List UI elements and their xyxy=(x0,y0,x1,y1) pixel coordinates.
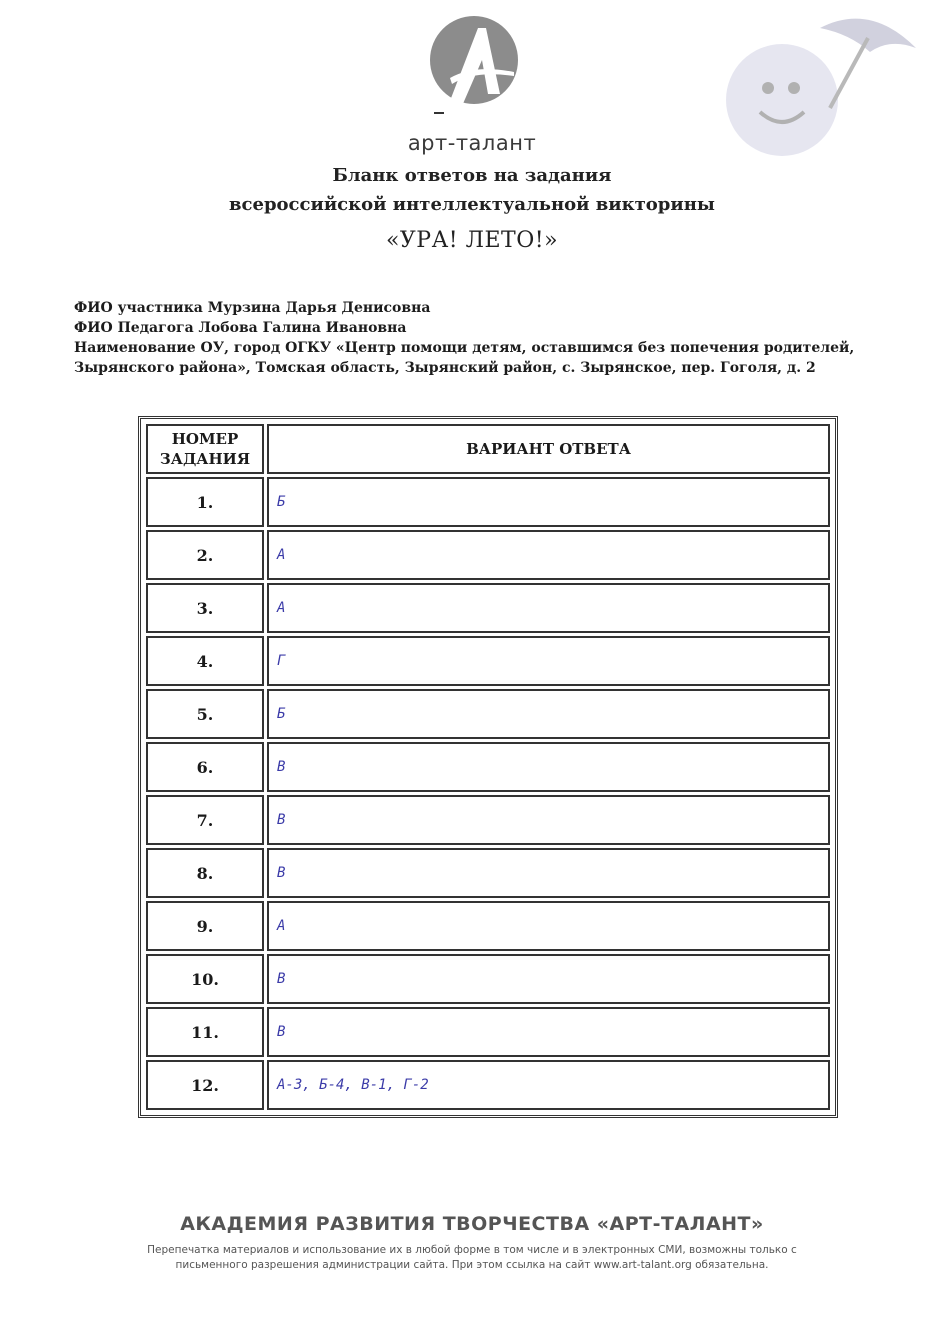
form-title: Бланк ответов на задания xyxy=(332,165,612,186)
table-row xyxy=(146,848,830,898)
task-number: 4. xyxy=(146,636,264,686)
table-row xyxy=(146,795,830,845)
table-row xyxy=(146,689,830,739)
table-row xyxy=(146,583,830,633)
table-header-row xyxy=(146,424,830,474)
header-answer-option: ВАРИАНТ ОТВЕТА xyxy=(267,424,830,474)
answer-cell: А xyxy=(267,901,830,951)
task-number: 9. xyxy=(146,901,264,951)
school-name-line1: Наименование ОУ, город ОГКУ «Центр помощи детям, оставшимся без попечения родителей, xyxy=(74,340,855,356)
answer-cell: В xyxy=(267,954,830,1004)
answers-table xyxy=(138,416,838,1118)
table-row xyxy=(146,1060,830,1110)
answer-cell: А-3, Б-4, В-1, Г-2 xyxy=(267,1060,830,1110)
participant-name: ФИО участника Мурзина Дарья Денисовна xyxy=(74,300,431,316)
school-name-line2: Зырянского района», Томская область, Зырянский район, с. Зырянское, пер. Гоголя, д. 2 xyxy=(74,360,816,376)
form-subtitle: всероссийской интеллектуальной викторины xyxy=(229,194,715,215)
task-number: 5. xyxy=(146,689,264,739)
footer-note-line2: письменного разрешения администрации сайта. При этом ссылка на сайт www.art-talant.org обязательна. xyxy=(175,1259,769,1271)
answer-cell: В xyxy=(267,1007,830,1057)
art-talant-logo-icon xyxy=(428,14,520,124)
task-number: 10. xyxy=(146,954,264,1004)
task-number: 7. xyxy=(146,795,264,845)
answer-cell: А xyxy=(267,530,830,580)
footer-copyright-note xyxy=(90,1243,854,1273)
table-row xyxy=(146,477,830,527)
brand-name: арт-талант xyxy=(407,131,537,155)
task-number: 3. xyxy=(146,583,264,633)
task-number: 11. xyxy=(146,1007,264,1057)
table-row xyxy=(146,901,830,951)
header-num-line2: ЗАДАНИЯ xyxy=(159,450,251,468)
answer-cell: В xyxy=(267,848,830,898)
header-num-line1: НОМЕР xyxy=(171,430,239,448)
task-number: 6. xyxy=(146,742,264,792)
answer-cell: В xyxy=(267,795,830,845)
table-row xyxy=(146,954,830,1004)
footer-note-line1: Перепечатка материалов и использование их в любой форме в том числе и в электронных СМИ, возможны только с xyxy=(147,1244,797,1256)
quiz-name: «УРА! ЛЕТО!» xyxy=(385,228,559,253)
task-number: 2. xyxy=(146,530,264,580)
task-number: 1. xyxy=(146,477,264,527)
answer-cell: Г xyxy=(267,636,830,686)
teacher-name: ФИО Педагога Лобова Галина Ивановна xyxy=(74,320,407,336)
footer-academy-title: АКАДЕМИЯ РАЗВИТИЯ ТВОРЧЕСТВА «АРТ-ТАЛАНТ» xyxy=(180,1213,764,1235)
table-row xyxy=(146,742,830,792)
participant-info xyxy=(74,298,874,378)
table-row xyxy=(146,636,830,686)
task-number: 8. xyxy=(146,848,264,898)
task-number: 12. xyxy=(146,1060,264,1110)
answer-cell: В xyxy=(267,742,830,792)
answer-cell: Б xyxy=(267,477,830,527)
header-task-number xyxy=(146,424,264,474)
answer-cell: Б xyxy=(267,689,830,739)
table-row xyxy=(146,530,830,580)
answer-cell: А xyxy=(267,583,830,633)
table-row xyxy=(146,1007,830,1057)
